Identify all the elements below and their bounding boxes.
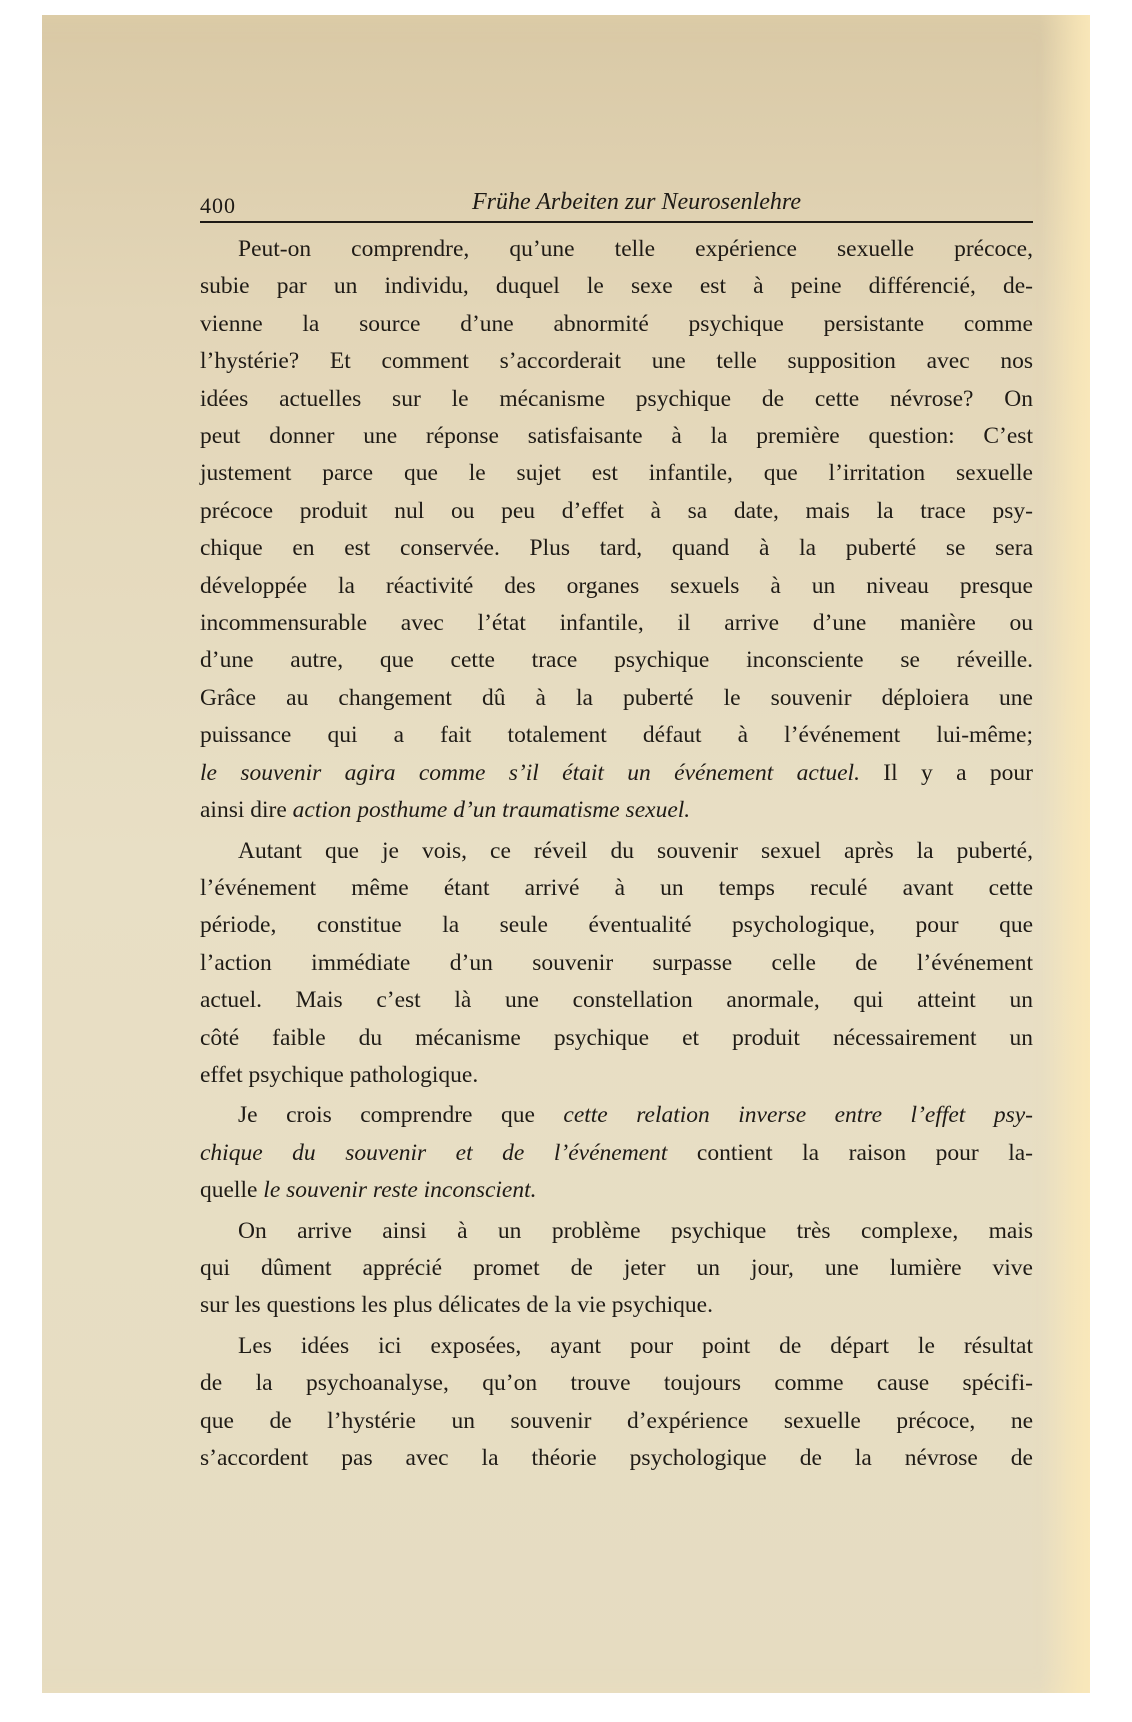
- text-line: [200, 680, 1033, 717]
- text-run: côté faible du mécanisme psychique et produit nécessairement un: [200, 1024, 1033, 1051]
- text-run: que de l’hystérie un souvenir d’expérience sexuelle précoce, ne: [200, 1407, 1033, 1434]
- text-line: [200, 268, 1033, 305]
- text-line: [200, 493, 1033, 530]
- text-line: [200, 833, 1033, 870]
- page-number: 400: [200, 193, 236, 218]
- running-title: Frühe Arbeiten zur Neurosenlehre: [471, 189, 802, 215]
- text-line: [200, 381, 1033, 418]
- paragraph: [200, 833, 1033, 1095]
- text-run: effet psychique pathologique.: [200, 1061, 479, 1088]
- text-run: justement parce que le sujet est infantile, que l’irritation sexuelle: [200, 460, 1033, 487]
- text-run: l’action immédiate d’un souvenir surpasse celle de l’événement: [200, 949, 1033, 976]
- text-line: [200, 870, 1033, 907]
- text-run: Les idées ici exposées, ayant pour point de départ le résultat: [238, 1332, 1033, 1359]
- text-run: idées actuelles sur le mécanisme psychique de cette névrose? On: [200, 385, 1033, 412]
- body-text: [200, 231, 1033, 1480]
- paragraph: [200, 231, 1033, 830]
- text-line: [200, 1172, 1033, 1209]
- text-line: [200, 1403, 1033, 1440]
- italic-emphasis: chique du souvenir et de l’événement: [200, 1139, 668, 1166]
- text-run: puissance qui a fait totalement défaut à l’événement lui-même;: [200, 722, 1033, 749]
- italic-emphasis: le souvenir reste inconscient.: [263, 1177, 537, 1204]
- text-line: [200, 1440, 1033, 1477]
- text-run: développée la réactivité des organes sexuels à un niveau presque: [200, 572, 1033, 599]
- text-run: contient la raison pour la-: [667, 1139, 1034, 1166]
- text-line: [200, 907, 1033, 944]
- text-line: [200, 1250, 1033, 1287]
- text-run: ainsi dire: [200, 797, 293, 824]
- text-run: Grâce au changement dû à la puberté le souvenir déploiera une: [200, 684, 1033, 711]
- text-run: subie par un individu, duquel le sexe est à peine différencié, de-: [200, 273, 1033, 300]
- paragraph: [200, 1213, 1033, 1325]
- text-line: [200, 568, 1033, 605]
- text-line: [200, 343, 1033, 380]
- text-run: On arrive ainsi à un problème psychique très complexe, mais: [238, 1217, 1033, 1244]
- text-run: Il y a pour: [859, 759, 1033, 786]
- text-run: de la psychoanalyse, qu’on trouve toujours comme cause spécifi-: [200, 1370, 1033, 1397]
- text-run: qui dûment apprécié promet de jeter un jour, une lumière vive: [200, 1254, 1033, 1281]
- text-line: [200, 1213, 1033, 1250]
- text-line: [200, 1328, 1033, 1365]
- text-line: [200, 642, 1033, 679]
- text-line: [200, 755, 1033, 792]
- text-line: [200, 717, 1033, 754]
- text-run: Autant que je vois, ce réveil du souvenir sexuel après la puberté,: [238, 837, 1033, 864]
- text-line: [200, 792, 1033, 829]
- text-line: [200, 945, 1033, 982]
- text-run: sur les questions les plus délicates de la vie psychique.: [200, 1292, 713, 1319]
- text-line: [200, 306, 1033, 343]
- paragraph: [200, 1097, 1033, 1209]
- text-run: d’une autre, que cette trace psychique inconsciente se réveille.: [200, 647, 1033, 674]
- text-line: [200, 1135, 1033, 1172]
- text-run: actuel. Mais c’est là une constellation anormale, qui atteint un: [200, 987, 1033, 1014]
- text-run: vienne la source d’une abnormité psychique persistante comme: [200, 310, 1033, 337]
- page-header: [200, 185, 1033, 223]
- text-line: [200, 1097, 1033, 1134]
- text-line: [200, 455, 1033, 492]
- text-line: [200, 530, 1033, 567]
- text-run: Je crois comprendre que: [238, 1102, 564, 1129]
- text-run: l’hystérie? Et comment s’accorderait une telle supposition avec nos: [200, 348, 1033, 375]
- text-line: [200, 1057, 1033, 1094]
- text-line: [200, 1020, 1033, 1057]
- text-run: l’événement même étant arrivé à un temps reculé avant cette: [200, 874, 1033, 901]
- text-line: [200, 231, 1033, 268]
- book-page: [42, 15, 1090, 1693]
- text-line: [200, 1365, 1033, 1402]
- text-run: Peut-on comprendre, qu’une telle expérience sexuelle précoce,: [238, 236, 1033, 262]
- text-line: [200, 982, 1033, 1019]
- text-run: chique en est conservée. Plus tard, quand à la puberté se sera: [200, 535, 1033, 562]
- text-line: [200, 605, 1033, 642]
- text-run: période, constitue la seule éventualité psychologique, pour que: [200, 912, 1033, 939]
- text-run: précoce produit nul ou peu d’effet à sa date, mais la trace psy-: [200, 497, 1033, 524]
- text-run: s’accordent pas avec la théorie psychologique de la névrose de: [200, 1445, 1033, 1471]
- text-run: quelle: [200, 1177, 264, 1204]
- italic-emphasis: action posthume d’un traumatisme sexuel.: [292, 797, 691, 824]
- italic-emphasis: cette relation inverse entre l’effet psy-: [563, 1102, 1033, 1129]
- italic-emphasis: le souvenir agira comme s’il était un événement actuel.: [200, 759, 860, 786]
- text-line: [200, 418, 1033, 455]
- text-run: incommensurable avec l’état infantile, il arrive d’une manière ou: [200, 610, 1033, 637]
- paragraph: [200, 1328, 1033, 1478]
- text-run: peut donner une réponse satisfaisante à la première question: C’est: [200, 423, 1033, 450]
- text-line: [200, 1287, 1033, 1324]
